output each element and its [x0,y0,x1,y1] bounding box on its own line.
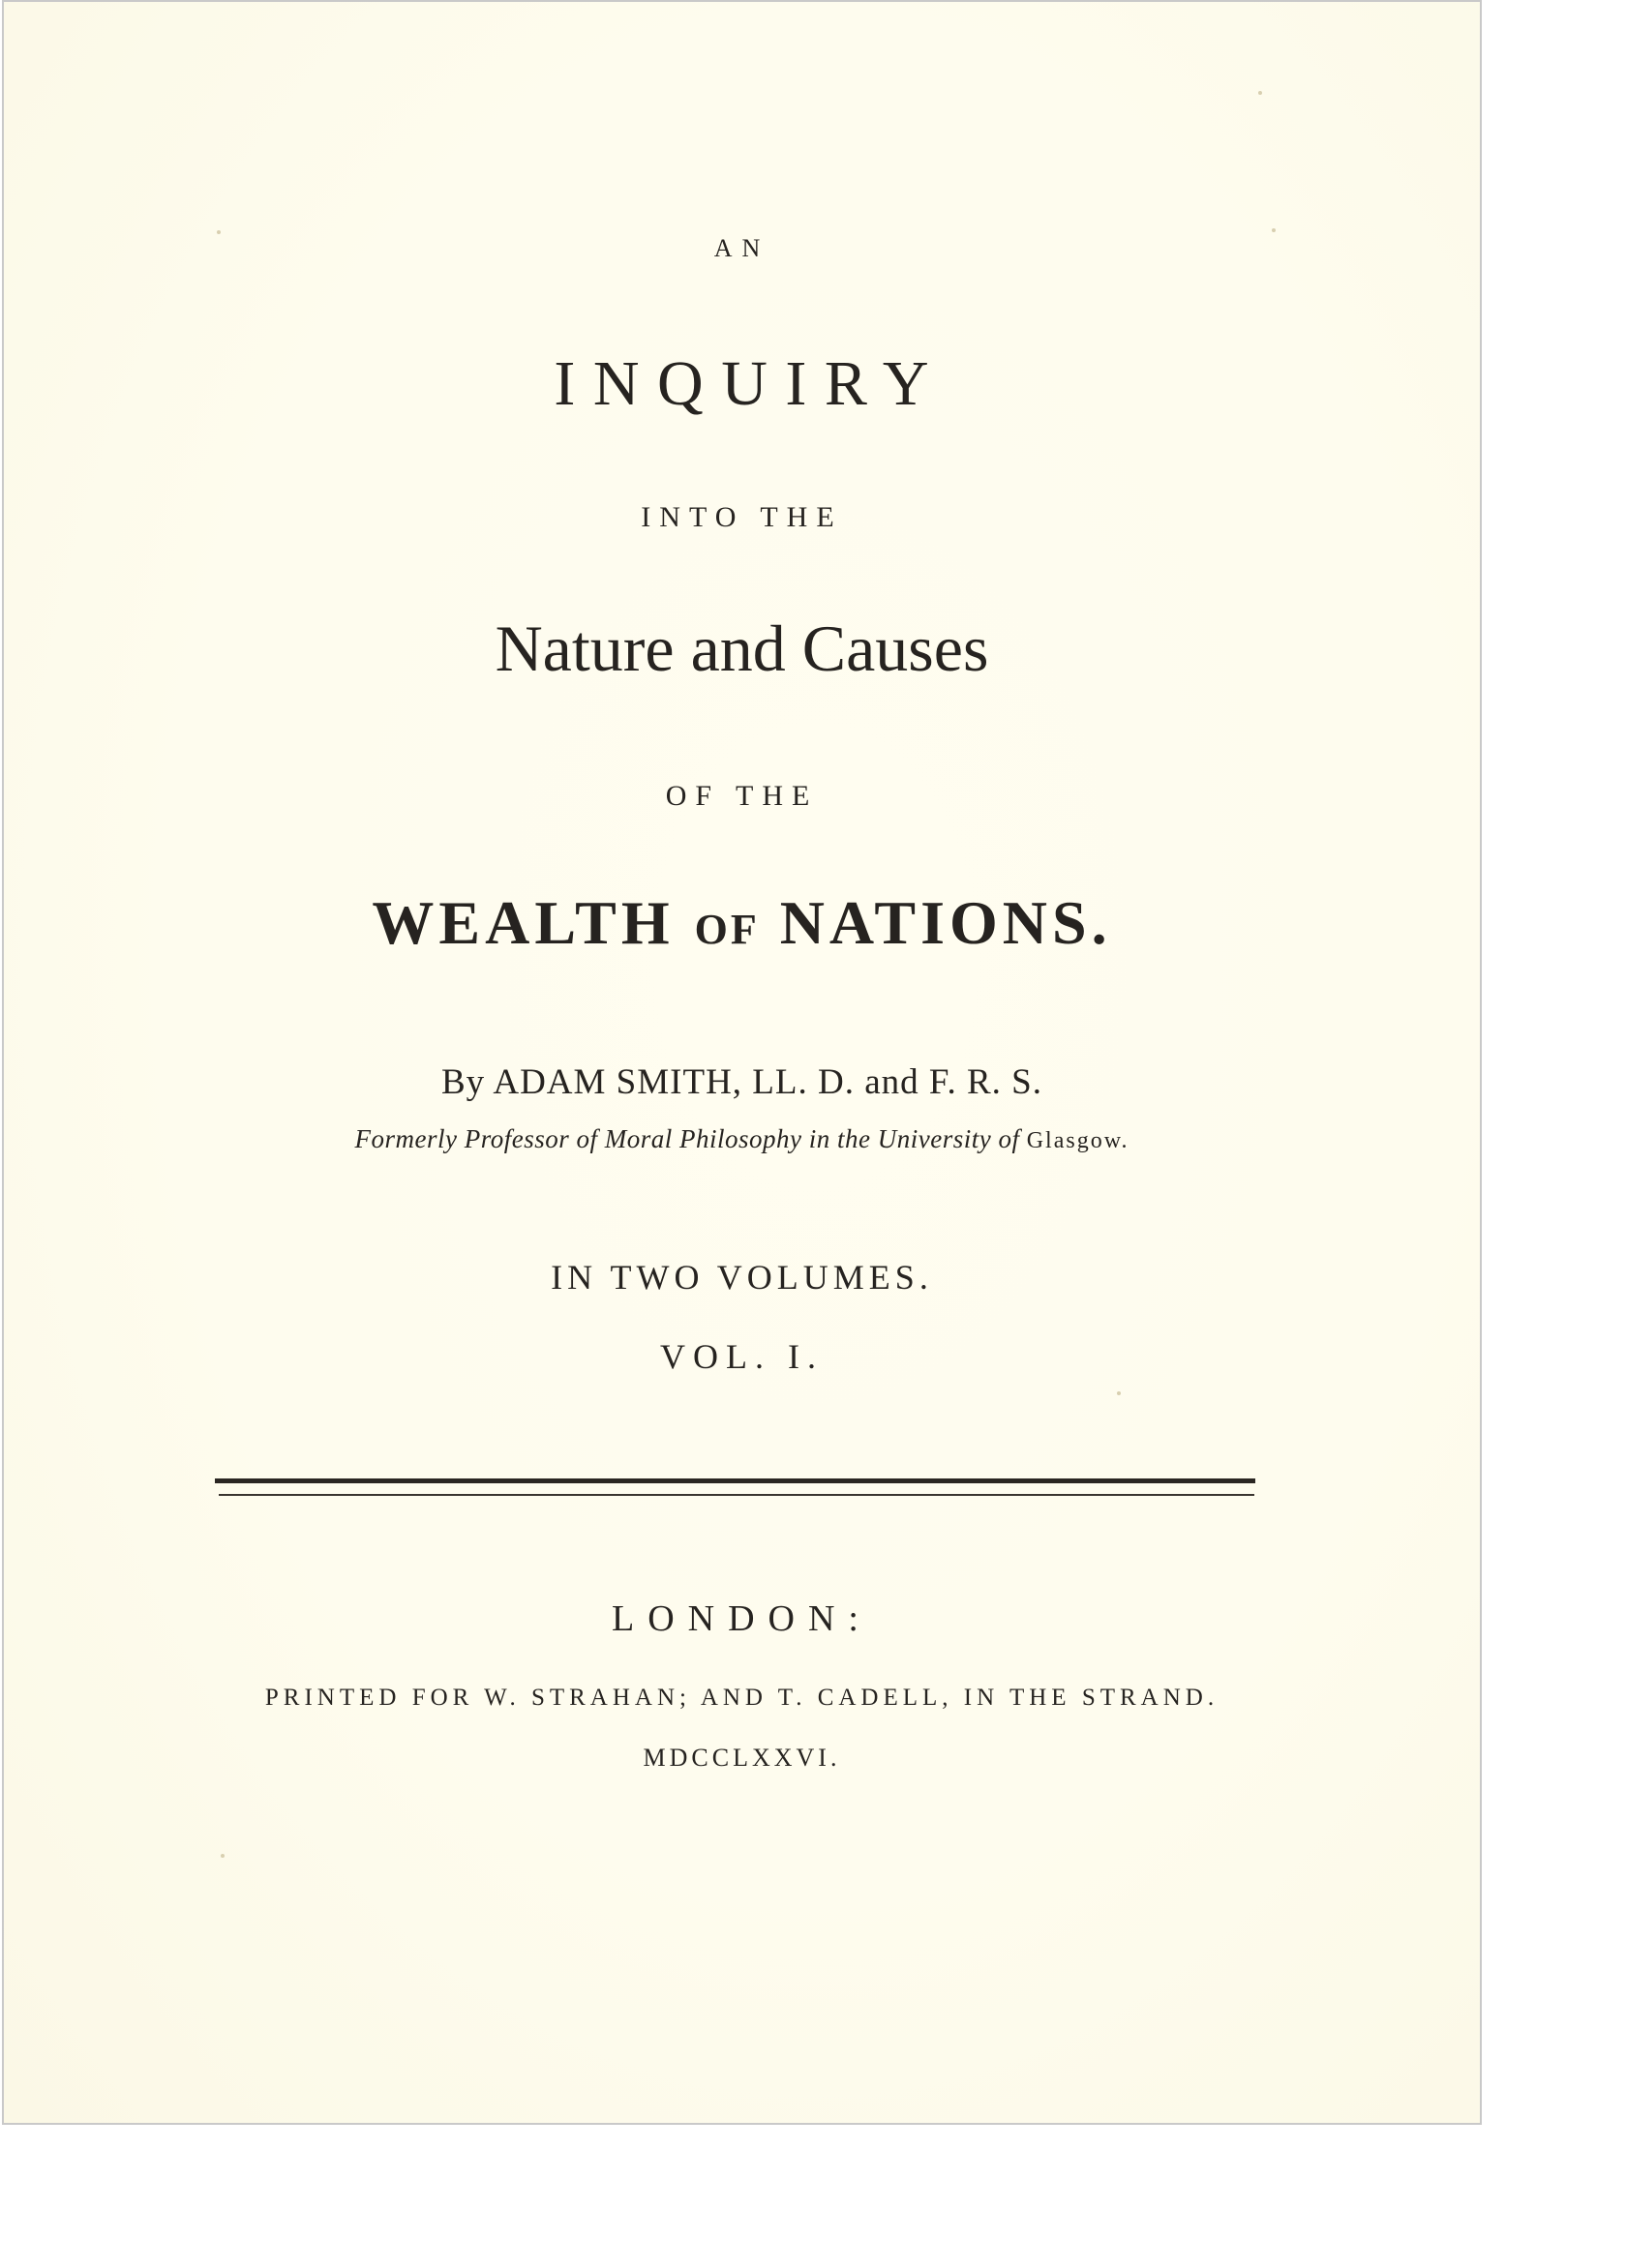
volumes-note: IN TWO VOLUMES. [551,1258,933,1297]
heading-an: AN [713,234,770,262]
heading-into-the: INTO THE [641,501,843,533]
title-page [2,0,1482,2125]
paper-speck [1272,228,1276,232]
imprint-place: LONDON: [612,1598,872,1639]
paper-speck [1258,91,1262,95]
heading-wealth: WEALTH [372,888,675,957]
imprint-printers: PRINTED FOR W. STRAHAN; AND T. CADELL, IN THE STRAND. [264,1685,1220,1711]
author-credentials [4,1126,1480,1152]
heading-of-the: OF THE [665,780,819,812]
heading-nature-and-causes: Nature and Causes [495,612,989,685]
paper-speck [221,1854,225,1858]
thin-rule [219,1494,1254,1496]
thick-rule [215,1478,1255,1483]
heading-wealth-of-nations [4,888,1480,957]
volume-number: VOL. I. [660,1337,824,1376]
credentials-glasgow: Glasgow. [1026,1128,1129,1153]
imprint-date: MDCCLXXVI. [643,1744,841,1772]
heading-inquiry: I N Q U I R Y [554,348,930,419]
paper-speck [1117,1391,1121,1395]
heading-of: OF [694,906,760,953]
author-byline: By ADAM SMITH, LL. D. and F. R. S. [440,1062,1043,1102]
credentials-text: Formerly Professor of Moral Philosophy in the University of [354,1124,1027,1153]
paper-speck [217,230,221,234]
heading-nations: NATIONS. [779,888,1112,957]
